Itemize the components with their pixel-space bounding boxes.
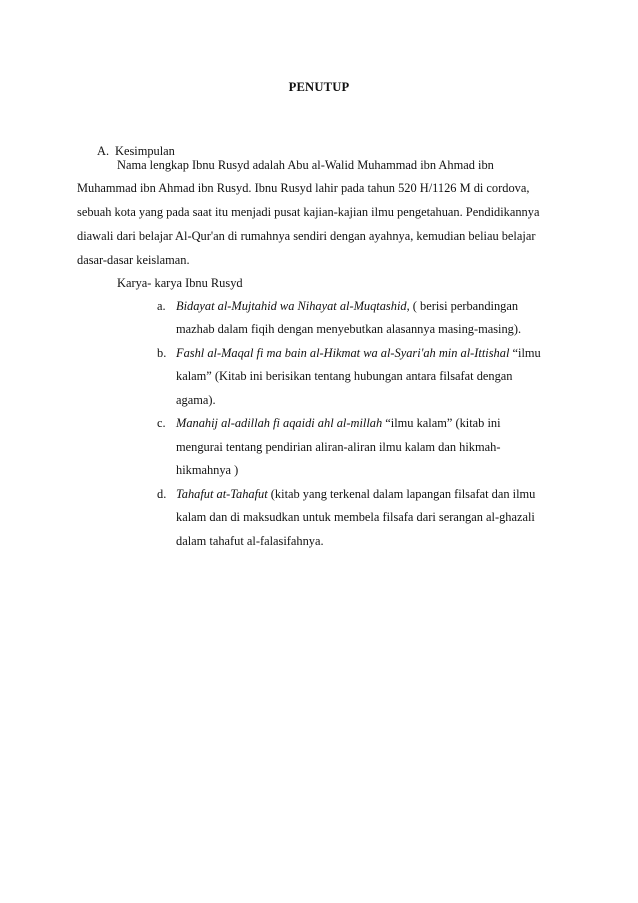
paragraph-line: sebuah kota yang pada saat itu menjadi pusat kajian-kajian ilmu pengetahuan. Pendidikannya: [77, 205, 540, 219]
paragraph-line: Nama lengkap Ibnu Rusyd adalah Abu al-Walid Muhammad ibn Ahmad ibn: [117, 158, 494, 172]
list-item: [176, 345, 562, 361]
works-heading: Karya- karya Ibnu Rusyd: [117, 276, 243, 290]
list-item-letter: a.: [157, 299, 166, 313]
work-title: Manahij al-adillah fi aqaidi ahl al-millah: [176, 416, 383, 430]
list-item: [176, 415, 562, 431]
paragraph-line: Muhammad ibn Ahmad ibn Rusyd. Ibnu Rusyd lahir pada tahun 520 H/1126 M di cordova,: [77, 181, 530, 195]
list-item-letter: c.: [157, 416, 166, 430]
work-title: Fashl al-Maqal fi ma bain al-Hikmat wa al-Syari'ah min al-Ittishal: [176, 346, 510, 360]
work-title: Bidayat al-Mujtahid wa Nihayat al-Muqtashid: [176, 299, 407, 313]
list-item-letter: d.: [157, 487, 167, 501]
page-title: PENUTUP: [288, 80, 350, 94]
section-marker: A.: [97, 144, 110, 158]
list-item-line: mazhab dalam fiqih dengan menyebutkan alasannya masing-masing).: [176, 322, 522, 336]
paragraph-line: dasar-dasar keislaman.: [77, 253, 190, 267]
list-item-letter: b.: [157, 346, 167, 360]
list-item: [176, 486, 562, 502]
list-item-line: dalam tahafut al-falasifahnya.: [176, 534, 324, 548]
work-description: (kitab yang terkenal dalam lapangan filsafat dan ilmu: [267, 487, 536, 501]
list-item: [176, 298, 562, 314]
list-item-line: hikmahnya ): [176, 463, 239, 477]
list-item-line: mengurai tentang pendirian aliran-aliran ilmu kalam dan hikmah-: [176, 440, 501, 454]
list-item-line: kalam dan di maksudkan untuk membela filsafa dari serangan al-ghazali: [176, 510, 535, 524]
work-title: Tahafut at-Tahafut: [176, 487, 268, 501]
list-item-line: kalam” (Kitab ini berisikan tentang hubungan antara filsafat dengan: [176, 369, 513, 383]
work-description: “ilmu kalam” (kitab ini: [382, 416, 501, 430]
list-item-line: agama).: [176, 393, 216, 407]
work-description: “ilmu: [509, 346, 541, 360]
section-heading-text: Kesimpulan: [115, 144, 175, 158]
paragraph-line: diawali dari belajar Al-Qur'an di rumahnya sendiri dengan ayahnya, kemudian beliau belajar: [77, 229, 536, 243]
work-description: , ( berisi perbandingan: [406, 299, 519, 313]
